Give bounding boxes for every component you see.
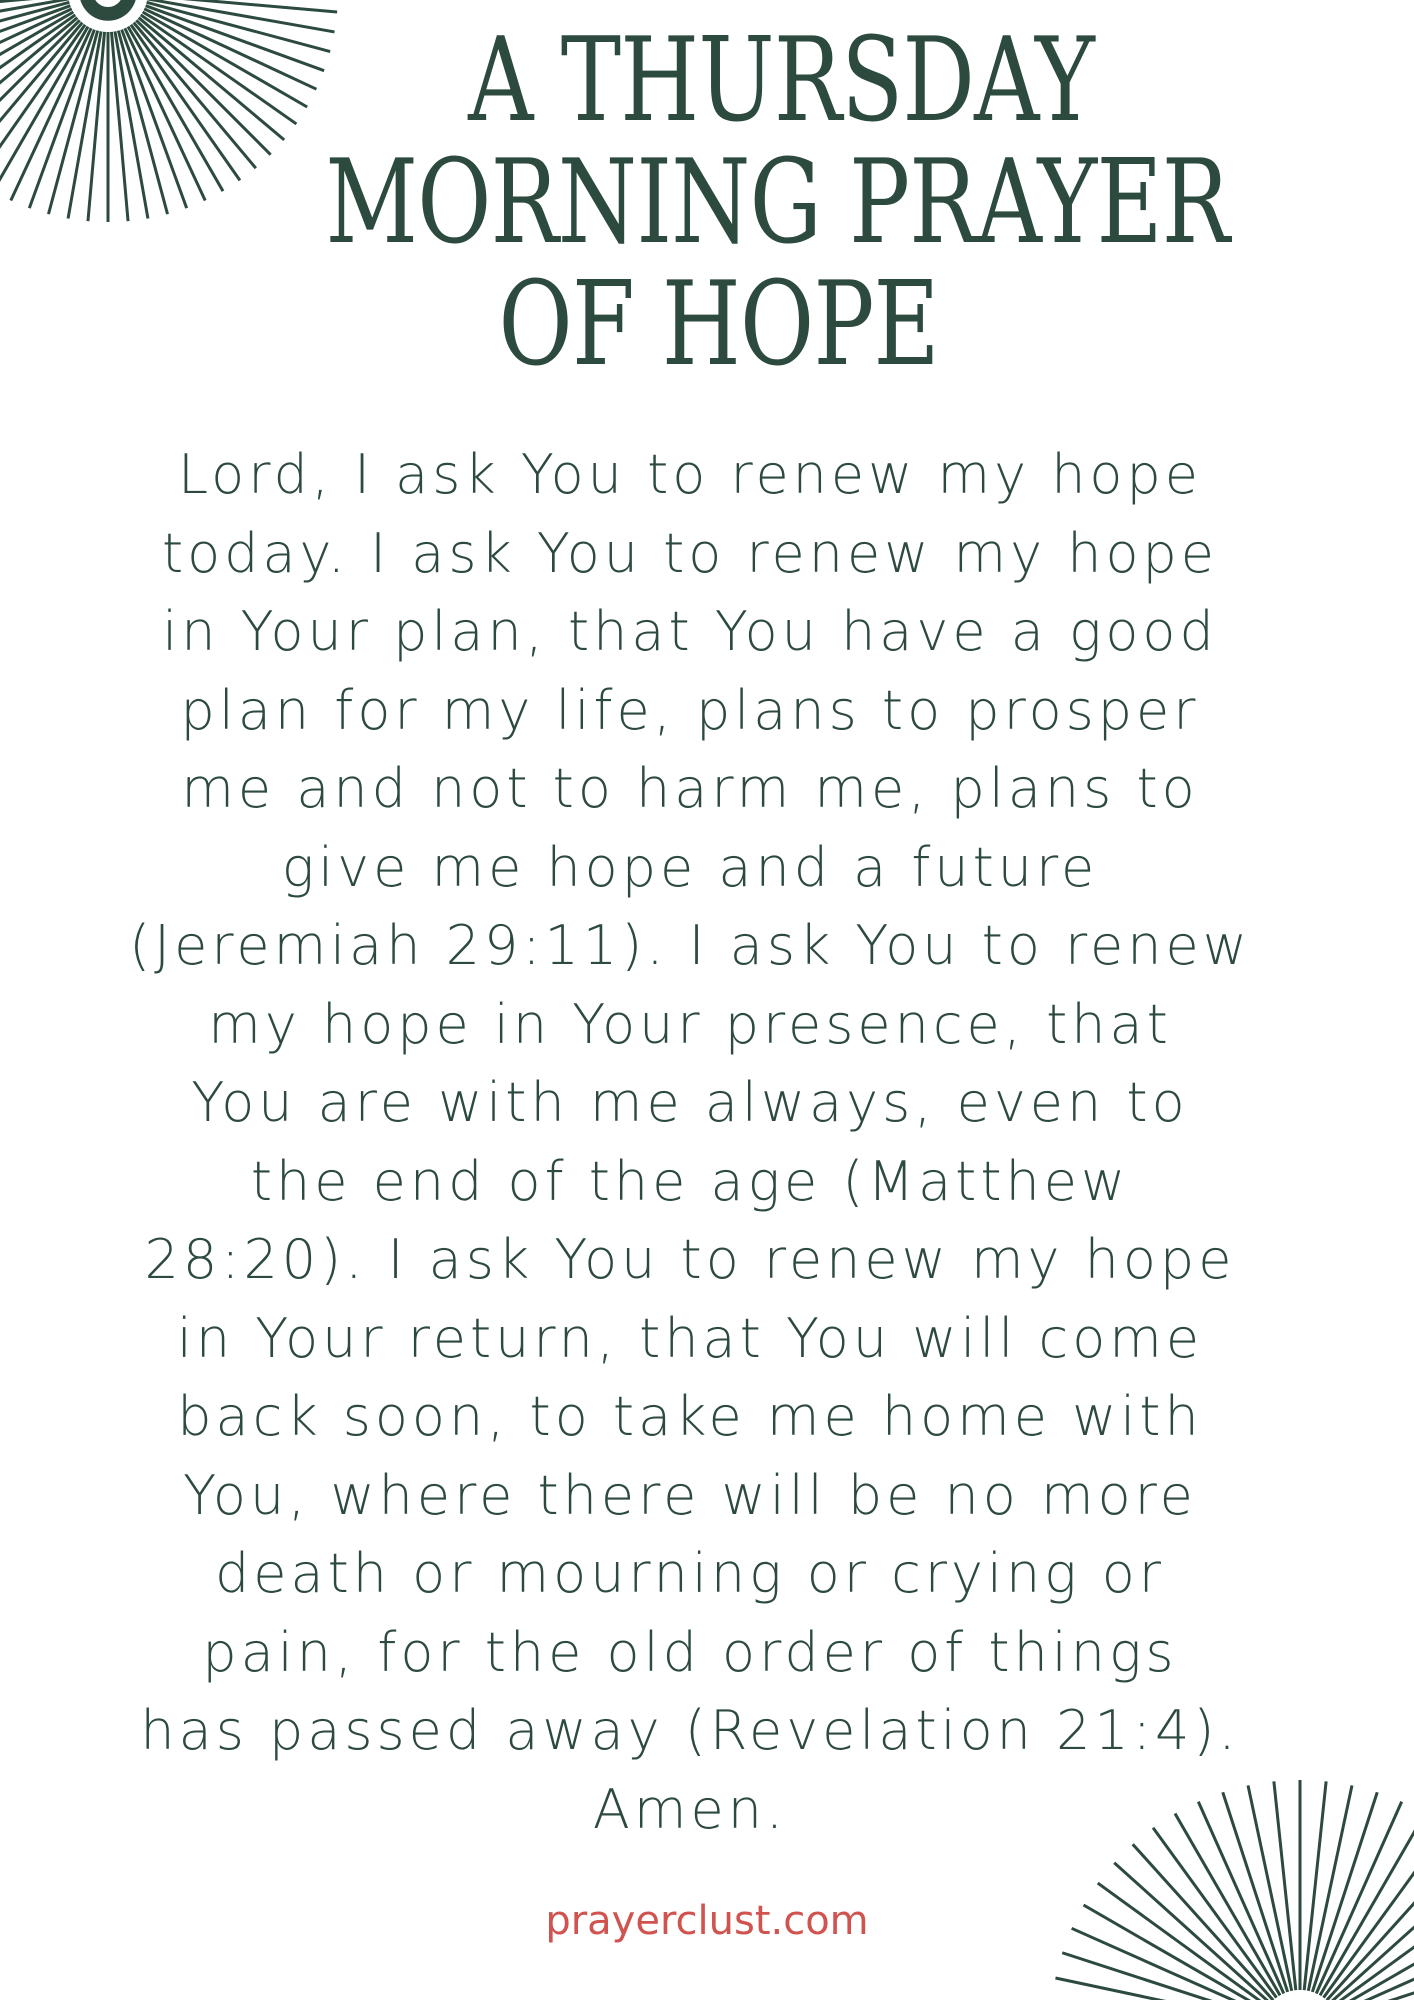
sunburst-ray: [1312, 1792, 1377, 1992]
sunburst-ray: [1304, 1781, 1326, 1990]
sunburst-ray: [1308, 1785, 1352, 1990]
prayer-line: has passed away (Revelation 21:4).: [140, 1699, 1240, 1762]
title-line: MORNING PRAYER: [325, 135, 1230, 270]
prayer-line: (Jeremiah 29:11). I ask You to renew: [129, 914, 1251, 977]
sunburst-ray: [1055, 1978, 1260, 2000]
website-link[interactable]: prayerclust.com: [545, 1898, 869, 1944]
prayer-line: pain, for the old order of things: [202, 1620, 1178, 1684]
prayer-line: You are with me always, even to: [191, 1071, 1189, 1134]
sunburst-ray: [1339, 1978, 1414, 2000]
prayer-line: Amen.: [592, 1777, 788, 1841]
prayer-line: You, where there will be no more: [183, 1463, 1197, 1527]
sunburst-ray: [1338, 1953, 1414, 2000]
prayer-line: plan for my life, plans to prosper: [180, 678, 1200, 742]
prayer-line: me and not to harm me, plans to: [181, 757, 1199, 820]
page-title: [0, 13, 1414, 392]
prayer-line: back soon, to take me home with: [177, 1385, 1203, 1448]
prayer-line: the end of the age (Matthew: [250, 1149, 1130, 1213]
title-line: OF HOPE: [498, 257, 939, 392]
title-line: A THURSDAY: [468, 13, 1095, 148]
prayer-line: in Your plan, that You have a good: [162, 600, 1218, 663]
prayer-line: give me hope and a future: [281, 835, 1099, 899]
prayer-line: my hope in Your presence, that: [208, 992, 1172, 1056]
prayer-line: death or mourning or crying or: [215, 1542, 1165, 1605]
prayer-line: Lord, I ask You to renew my hope: [178, 443, 1202, 506]
sunburst-ray: [1062, 1953, 1262, 2000]
prayer-line: 28:20). I ask You to renew my hope: [144, 1228, 1236, 1291]
prayer-line: in Your return, that You will come: [176, 1306, 1204, 1370]
prayer-line: today. I ask You to renew my hope: [161, 521, 1219, 585]
sunburst-center: [90, 0, 126, 10]
prayer-text: [100, 436, 1280, 1849]
